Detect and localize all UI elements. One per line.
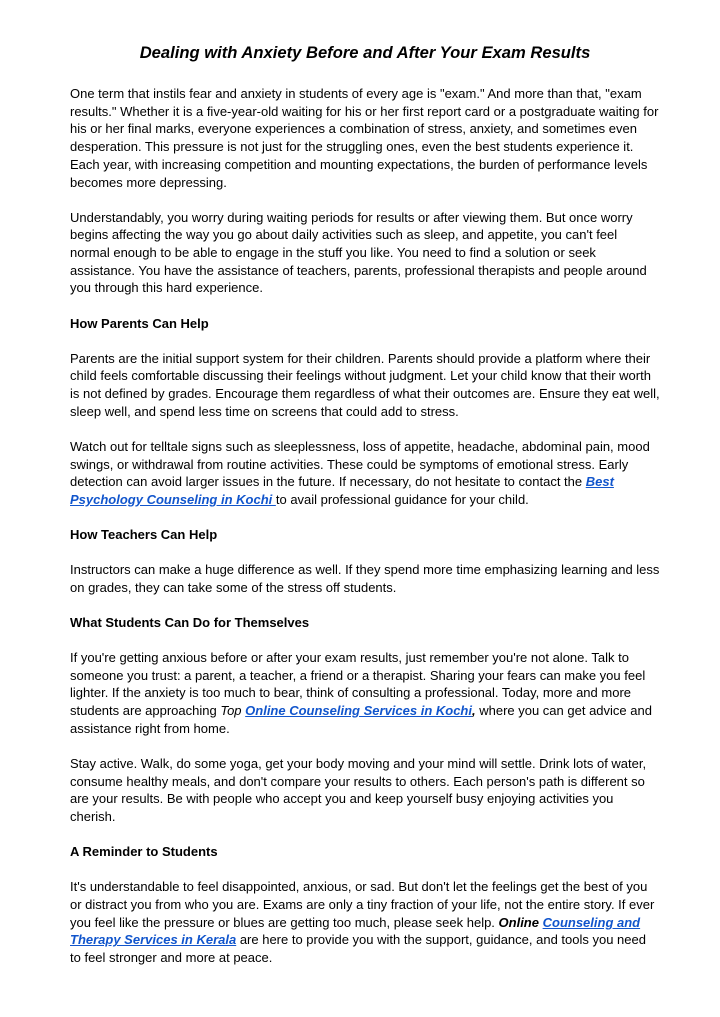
teachers-heading: How Teachers Can Help [70,527,218,543]
intro-paragraph-2: Understandably, you worry during waiting periods for results or after viewing them. But once worry begins affecting the way you go about daily activities such as sleep, and appetite, you can't feel normal enough to be able to engage in the stuff you like. You need to find a solution or seek assistance. You have the assistance of teachers, parents, professional therapists and people around you through this hard experience. [70,209,647,296]
teachers-paragraph-1: Instructors can make a huge difference as well. If they spend more time emphasizing learning and less on grades, they can take some of the stress off students. [70,562,660,595]
reminder-heading: A Reminder to Students [70,844,218,860]
intro-paragraph-1: One term that instils fear and anxiety in students of every age is "exam." And more than that, "exam results." Whether it is a five-year-old waiting for his or her first report card or a postgraduate waiting for his or her final marks, everyone experiences a combination of stress, anxiety, and sometimes even desperation. This pressure is not just for the struggling ones, even the best students experience it. Each year, with increasing competition and mounting expectations, the burden of performance levels becomes more depressing. [70,86,659,190]
students-top-text: Top [220,703,246,719]
reminder-paragraph-1-text: It's understandable to feel disappointed, anxious, or sad. But don't let the feelings get the best of you or distract you from who you are. Exams are only a tiny fraction of your life, not the entire story. If ever you feel like the pressure or blues are getting too much, please seek help. [70,879,655,930]
parents-paragraph-2 [70,438,660,509]
counseling-therapy-kerala-link[interactable]: Counseling and Therapy Services in Kerala [70,914,641,948]
students-paragraph-1-tail: where you can get advice and assistance right from home. [70,703,652,736]
online-counseling-kochi-link[interactable]: Online Counseling Services in Kochi [245,703,472,719]
reminder-paragraph-1-tail: are here to provide you with the support, guidance, and tools you need to feel stronger and more at peace. [70,932,646,966]
reminder-paragraph-1 [70,878,660,967]
reminder-online-text: Online [498,914,539,930]
students-paragraph-2: Stay active. Walk, do some yoga, get your body moving and your mind will settle. Drink lots of water, consume healthy meals, and don't compare your results to others. Each person's path is different so are your results. Be with people who accept you and keep yourself busy enjoying activities you cherish. [70,755,647,825]
parents-paragraph-2-text: Watch out for telltale signs such as sleeplessness, loss of appetite, headache, abdominal pain, mood swings, or withdrawal from routine activities. These could be symptoms of emotional stress. Early detection can avoid larger issues in the future. If necessary, do not hesitate to contact the [70,438,650,490]
parents-paragraph-2-tail: to avail professional guidance for your child. [275,491,529,507]
parents-heading: How Parents Can Help [70,315,209,331]
document-title: Dealing with Anxiety Before and After Your Exam Results [139,43,591,62]
parents-paragraph-1: Parents are the initial support system for their children. Parents should provide a platform where their child feels comfortable discussing their feelings without judgment. Let your child know that their worth is not defined by grades. Encourage them regardless of what their outcomes are. Ensure they eat well, sleep well, and spend less time on screens that could add to stress. [70,350,660,419]
students-comma: , [471,703,476,719]
students-paragraph-1-text: If you're getting anxious before or after your exam results, just remember you're not alone. Talk to someone you trust: a parent, a teacher, a friend or a therapist. Sharing your fears can make you feel lighter. If the anxiety is too much to bear, think of consulting a professional. Today, more and more students are approaching [70,650,646,719]
document-page [70,42,660,984]
students-paragraph-1 [70,649,660,738]
students-heading: What Students Can Do for Themselves [70,614,310,630]
psychology-counseling-kochi-link[interactable]: Best Psychology Counseling in Kochi [70,474,614,507]
